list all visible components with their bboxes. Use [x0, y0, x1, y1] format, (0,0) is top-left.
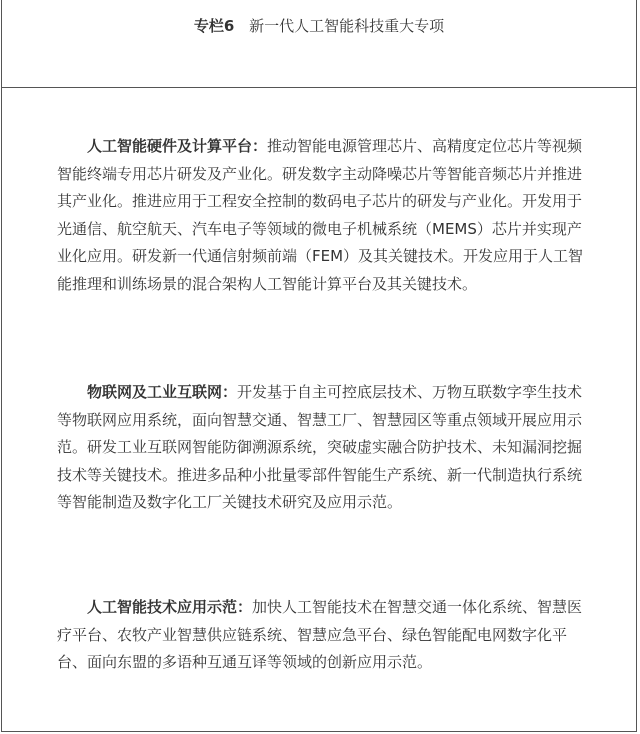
section-body: 开发基于自主可控底层技术、万物互联数字孪生技术等物联网应用系统，面向智慧交通、智慧工厂、智慧园区等重点领域开展应用示范。研发工业互联网智能防御溯源系统，突破虚实融合防护技术、未知漏洞挖掘技术等关键技术。推进多品种小批量零部件智能生产系统、新一代制造执行系统等智能制造及数字化工厂关键技术研究及应用示范。: [57, 383, 583, 511]
section-heading: 人工智能硬件及计算平台：: [87, 137, 268, 155]
column-title: [2, 16, 636, 36]
section-heading: 人工智能技术应用示范：: [87, 598, 253, 616]
column-header: [2, 0, 636, 88]
column-title-text: 新一代人工智能科技重大专项: [249, 17, 445, 35]
section-body: 加快人工智能技术在智慧交通一体化系统、智慧医疗平台、农牧产业智慧供应链系统、智慧应急平台、绿色智能配电网数字化平台、面向东盟的多语种互通互译等领域的创新应用示范。: [57, 598, 583, 671]
section-iot: [57, 379, 595, 517]
section-body: 推动智能电源管理芯片、高精度定位芯片等视频智能终端专用芯片研发及产业化。研发数字主动降噪芯片等智能音频芯片并推进其产业化。推进应用于工程安全控制的数码电子芯片的研发与产业化。开发用于光通信、航空航天、汽车电子等领域的微电子机械系统（MEMS）芯片并实现产业化应用。研发新一代通信射频前端（FEM）及其关键技术。开发应用于人工智能推理和训练场景的混合架构人工智能计算平台及其关键技术。: [57, 137, 584, 293]
column-label: 专栏6: [193, 17, 235, 35]
section-ai-application: [57, 594, 595, 677]
section-heading: 物联网及工业互联网：: [87, 383, 238, 401]
section-ai-hardware: [57, 133, 595, 298]
